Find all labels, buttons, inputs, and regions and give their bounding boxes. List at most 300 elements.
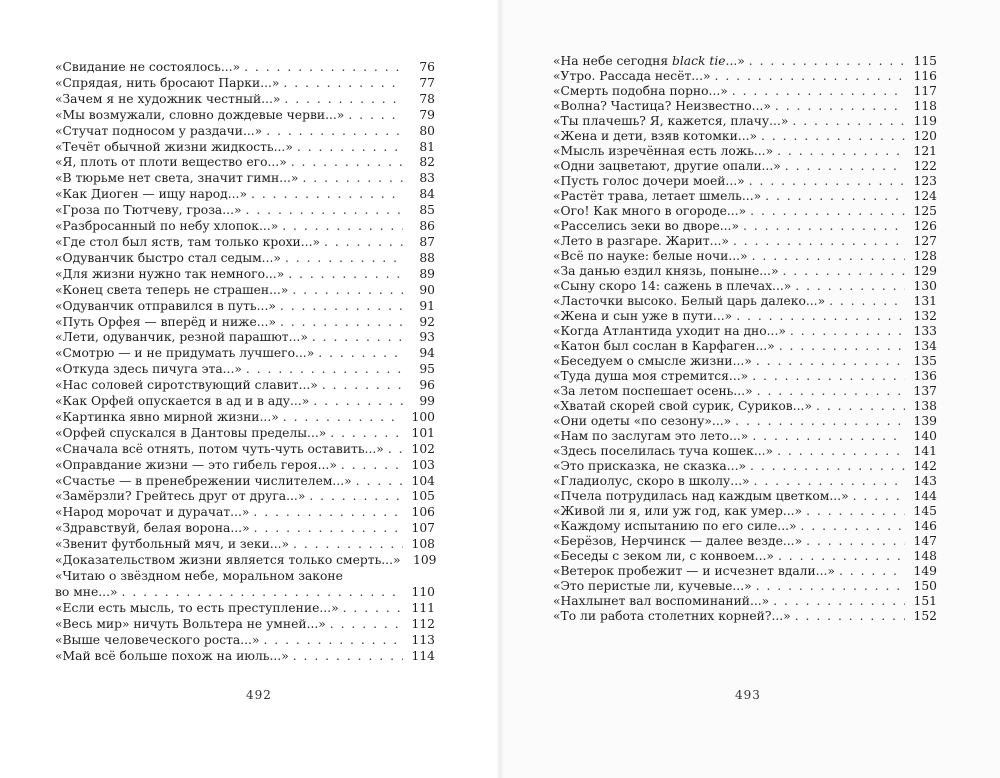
toc-entry bbox=[553, 594, 937, 609]
dot-leader bbox=[253, 505, 403, 521]
toc-entry bbox=[55, 219, 435, 235]
toc-entry-title: «Берёзов, Нерчинск — далее везде...» bbox=[553, 534, 803, 548]
toc-entry-title: «Нам по заслугам это лето...» bbox=[553, 429, 749, 443]
toc-entry bbox=[553, 549, 937, 564]
toc-entry-page: 130 bbox=[913, 279, 937, 293]
toc-entry-page: 120 bbox=[913, 129, 937, 143]
toc-entry bbox=[553, 564, 937, 579]
toc-entry-title: «Когда Атлантида уходит на дно...» bbox=[553, 324, 786, 338]
toc-entry-page: 96 bbox=[419, 378, 435, 393]
dot-leader bbox=[388, 442, 403, 458]
toc-entry bbox=[55, 521, 435, 537]
toc-entry-page: 86 bbox=[419, 219, 435, 234]
toc-entry bbox=[553, 354, 937, 369]
toc-entry-page: 131 bbox=[913, 294, 937, 308]
toc-entry-title: «Где стол был яств, там только крохи...» bbox=[55, 234, 320, 249]
dot-leader bbox=[280, 315, 403, 331]
dot-leader bbox=[756, 579, 905, 594]
dot-leader bbox=[715, 69, 905, 84]
toc-entry-title: «Стучат подносом у раздачи...» bbox=[55, 123, 263, 138]
dot-leader bbox=[736, 309, 905, 324]
toc-entry-page: 81 bbox=[419, 139, 435, 154]
toc-entry-page: 121 bbox=[913, 144, 937, 158]
toc-entry-title: «Беседы с зеком ли, с конвоем...» bbox=[553, 549, 774, 563]
toc-entry-page: 84 bbox=[419, 187, 435, 202]
toc-entry bbox=[553, 459, 937, 474]
toc-entry bbox=[553, 144, 937, 159]
dot-leader bbox=[839, 564, 905, 579]
toc-entry bbox=[55, 171, 435, 187]
toc-entry-page: 116 bbox=[913, 69, 937, 83]
dot-leader bbox=[754, 474, 905, 489]
dot-leader bbox=[782, 264, 905, 279]
dot-leader bbox=[343, 601, 403, 617]
toc-entry-page: 129 bbox=[913, 264, 937, 278]
dot-leader bbox=[244, 60, 403, 76]
toc-entry-title: «Лето в разгаре. Жарит...» bbox=[553, 234, 729, 248]
toc-entry bbox=[55, 362, 435, 378]
toc-entry bbox=[553, 609, 937, 624]
toc-entry-title: «Конец света теперь не страшен...» bbox=[55, 282, 289, 297]
toc-entry bbox=[553, 339, 937, 354]
left-toc bbox=[55, 60, 435, 664]
dot-leader bbox=[790, 324, 905, 339]
page-number-left: 492 bbox=[246, 688, 272, 702]
toc-entry bbox=[55, 76, 435, 92]
dot-leader bbox=[285, 251, 403, 267]
toc-entry-title: «Смерть подобна порно...» bbox=[553, 84, 728, 98]
toc-entry bbox=[553, 444, 937, 459]
dot-leader bbox=[312, 330, 403, 346]
toc-entry-title: «Замёрзли? Грейтесь друг от друга...» bbox=[55, 489, 306, 504]
toc-entry-title: «Счастье — в пренебрежении числителем...» bbox=[55, 473, 352, 488]
toc-entry-title: «Зачем я не художник честный...» bbox=[55, 91, 281, 106]
toc-entry-title: «За летом поспешает осень...» bbox=[553, 384, 753, 398]
dot-leader bbox=[756, 354, 905, 369]
toc-entry bbox=[55, 649, 435, 665]
toc-entry bbox=[553, 519, 937, 534]
toc-entry-page: 132 bbox=[913, 309, 937, 323]
toc-entry bbox=[553, 264, 937, 279]
dot-leader bbox=[785, 159, 905, 174]
toc-entry-page: 146 bbox=[913, 519, 937, 533]
dot-leader bbox=[806, 504, 905, 519]
toc-entry-title: «Откуда здесь пичуга эта...» bbox=[55, 362, 242, 377]
toc-entry-title: «Жена и дети, взяв котомки...» bbox=[553, 129, 758, 143]
dot-leader bbox=[732, 84, 905, 99]
dot-leader bbox=[752, 429, 905, 444]
toc-entry bbox=[55, 474, 435, 490]
dot-leader bbox=[806, 534, 905, 549]
dot-leader bbox=[752, 369, 905, 384]
dot-leader bbox=[318, 346, 403, 362]
toc-entry-page: 118 bbox=[913, 99, 937, 113]
dot-leader bbox=[330, 426, 403, 442]
toc-entry bbox=[553, 309, 937, 324]
toc-entry bbox=[553, 54, 937, 69]
toc-entry-page: 114 bbox=[411, 648, 435, 663]
toc-entry-title: «Ласточки высоко. Белый царь далеко...» bbox=[553, 294, 826, 308]
toc-entry-page: 138 bbox=[913, 399, 937, 413]
toc-entry-title-cont: во мне...» bbox=[55, 584, 118, 599]
toc-entry-title: «Как Диоген — ищу народ...» bbox=[55, 187, 247, 202]
toc-entry-page: 91 bbox=[419, 298, 435, 313]
dot-leader bbox=[282, 219, 403, 235]
dot-leader bbox=[735, 414, 905, 429]
dot-leader bbox=[743, 219, 905, 234]
dot-leader bbox=[288, 267, 403, 283]
toc-entry-page: 126 bbox=[913, 219, 937, 233]
toc-entry-title: «Нас соловей сиротствующий славит...» bbox=[55, 378, 318, 393]
toc-entry bbox=[553, 279, 937, 294]
toc-entry bbox=[553, 219, 937, 234]
toc-entry-page: 137 bbox=[913, 384, 937, 398]
toc-entry-title: «Выше человеческого роста...» bbox=[55, 632, 260, 647]
dot-leader bbox=[246, 203, 404, 219]
toc-entry-title: «В тюрьме нет света, значит гимн...» bbox=[55, 171, 299, 186]
toc-entry-title: «Народ морочат и дурачат...» bbox=[55, 505, 250, 520]
toc-entry-title: «За данью ездил князь, поныне...» bbox=[553, 264, 779, 278]
toc-entry-page: 92 bbox=[419, 314, 435, 329]
toc-entry-page: 128 bbox=[913, 249, 937, 263]
toc-entry bbox=[553, 474, 937, 489]
toc-entry-title: «Орфей спускался в Дантовы пределы...» bbox=[55, 425, 327, 440]
toc-entry-page: 106 bbox=[411, 505, 435, 520]
toc-entry-title: «Оправдание жизни — это гибель героя...» bbox=[55, 457, 337, 472]
toc-entry-page: 103 bbox=[411, 457, 435, 472]
toc-entry-title: «Это присказка, не сказка...» bbox=[553, 459, 747, 473]
toc-entry-multiline bbox=[55, 569, 435, 601]
right-toc bbox=[553, 54, 937, 624]
toc-entry bbox=[55, 617, 435, 633]
toc-entry-title: «Ого! Как много в огороде...» bbox=[553, 204, 747, 218]
toc-entry-title: «Утро. Рассада несёт...» bbox=[553, 69, 711, 83]
toc-entry-page: 150 bbox=[913, 579, 937, 593]
dot-leader bbox=[283, 76, 403, 92]
toc-entry-page: 93 bbox=[419, 330, 435, 345]
toc-entry-title: «Гроза по Тютчеву, гроза...» bbox=[55, 203, 242, 218]
dot-leader bbox=[122, 585, 403, 601]
toc-entry-title: «Течёт обычной жизни жидкость...» bbox=[55, 139, 293, 154]
toc-entry bbox=[553, 249, 937, 264]
toc-entry-page: 85 bbox=[419, 203, 435, 218]
toc-entry bbox=[55, 330, 435, 346]
toc-entry bbox=[55, 108, 435, 124]
toc-entry bbox=[55, 489, 435, 505]
right-page bbox=[500, 0, 1000, 778]
toc-entry bbox=[55, 155, 435, 171]
dot-leader bbox=[324, 235, 403, 251]
dot-leader bbox=[792, 114, 905, 129]
toc-entry bbox=[553, 489, 937, 504]
toc-entry-title: «Растёт трава, летает шмель...» bbox=[553, 189, 762, 203]
toc-entry bbox=[55, 283, 435, 299]
toc-entry bbox=[553, 129, 937, 144]
toc-entry-page: 77 bbox=[419, 75, 435, 90]
dot-leader bbox=[341, 458, 403, 474]
toc-entry-title: «Ты плачешь? Я, кажется, плачу...» bbox=[553, 114, 789, 128]
toc-entry-title: «Волна? Частица? Неизвестно...» bbox=[553, 99, 771, 113]
toc-entry-page: 136 bbox=[913, 369, 937, 383]
toc-entry-title: «Беседуем о смысле жизни...» bbox=[553, 354, 752, 368]
toc-entry-page: 125 bbox=[913, 204, 937, 218]
toc-entry bbox=[553, 579, 937, 594]
toc-entry bbox=[55, 299, 435, 315]
toc-entry bbox=[55, 378, 435, 394]
toc-entry-page: 135 bbox=[913, 354, 937, 368]
toc-entry-page: 109 bbox=[413, 553, 437, 568]
toc-entry-page: 144 bbox=[913, 489, 937, 503]
toc-entry-page: 141 bbox=[913, 444, 937, 458]
dot-leader bbox=[322, 378, 403, 394]
toc-entry-page: 151 bbox=[913, 594, 937, 608]
toc-entry-page: 142 bbox=[913, 459, 937, 473]
toc-entry-title: «Я, плоть от плоти вещество его...» bbox=[55, 155, 287, 170]
toc-entry-page: 111 bbox=[411, 600, 435, 615]
dot-leader bbox=[777, 444, 905, 459]
toc-entry-title: «Мы возмужали, словно дождевые черви...» bbox=[55, 107, 345, 122]
dot-leader bbox=[356, 474, 403, 490]
toc-entry-title: «Мысль изречённая есть ложь...» bbox=[553, 144, 774, 158]
toc-entry bbox=[55, 315, 435, 331]
toc-entry-title: «Спрядая, нить бросают Парки...» bbox=[55, 75, 280, 90]
toc-entry-title: «Они одеты «по сезону»...» bbox=[553, 414, 732, 428]
toc-entry-page: 115 bbox=[913, 54, 937, 68]
toc-entry bbox=[55, 537, 435, 553]
toc-entry-page: 105 bbox=[411, 489, 435, 504]
toc-entry-page: 83 bbox=[419, 171, 435, 186]
dot-leader bbox=[254, 521, 403, 537]
dot-leader bbox=[779, 339, 905, 354]
toc-entry-title: «Как Орфей опускается в ад и в аду...» bbox=[55, 394, 310, 409]
toc-entry-title: «Пчела потрудилась над каждым цветком...» bbox=[553, 489, 849, 503]
toc-entry bbox=[553, 99, 937, 114]
toc-entry-page: 82 bbox=[419, 155, 435, 170]
toc-entry-page: 139 bbox=[913, 414, 937, 428]
toc-entry bbox=[55, 124, 435, 140]
dot-leader bbox=[778, 549, 905, 564]
toc-entry bbox=[553, 189, 937, 204]
toc-entry bbox=[55, 251, 435, 267]
dot-leader bbox=[761, 129, 905, 144]
toc-entry-page: 88 bbox=[419, 250, 435, 265]
toc-entry-title: «Звенит футбольный мяч, и зеки...» bbox=[55, 537, 290, 552]
dot-leader bbox=[775, 99, 905, 114]
toc-entry-page: 133 bbox=[913, 324, 937, 338]
dot-leader bbox=[263, 633, 403, 649]
toc-entry bbox=[553, 159, 937, 174]
toc-entry-title: «Ветерок пробежит — и исчезнет вдали...» bbox=[553, 564, 835, 578]
toc-entry-title: «Катон был сослан в Карфаген...» bbox=[553, 339, 775, 353]
toc-entry-title: «Это перистые ли, кучевые...» bbox=[553, 579, 752, 593]
toc-entry bbox=[55, 140, 435, 156]
toc-entry-title: «Всё по науке: белые ночи...» bbox=[553, 249, 748, 263]
toc-entry-title: «Жена и сын уже в пути...» bbox=[553, 309, 733, 323]
toc-entry bbox=[55, 346, 435, 362]
toc-entry bbox=[553, 414, 937, 429]
dot-leader bbox=[348, 108, 403, 124]
toc-entry-line1 bbox=[55, 569, 435, 585]
dot-leader bbox=[816, 399, 905, 414]
toc-entry bbox=[553, 399, 937, 414]
toc-entry-title: «Разбросанный по небу хлопок...» bbox=[55, 219, 279, 234]
toc-entry-line2 bbox=[55, 585, 435, 601]
toc-entry bbox=[55, 633, 435, 649]
toc-entry-title: «Одуванчик быстро стал седым...» bbox=[55, 250, 281, 265]
toc-entry-title: «Май всё больше похож на июль...» bbox=[55, 648, 289, 663]
toc-entry-title: «Расселись зеки во дворе...» bbox=[553, 219, 739, 233]
toc-entry-title: «То ли работа столетних корней?...» bbox=[553, 609, 791, 623]
dot-leader bbox=[757, 384, 905, 399]
toc-entry-page: 119 bbox=[913, 114, 937, 128]
toc-entry bbox=[553, 534, 937, 549]
dot-leader bbox=[750, 204, 905, 219]
toc-entry-title: «Картинка явно мирной жизни...» bbox=[55, 409, 279, 424]
toc-entry-page: 104 bbox=[411, 473, 435, 488]
toc-entry-page: 100 bbox=[411, 409, 435, 424]
toc-entry-page: 95 bbox=[419, 362, 435, 377]
toc-entry bbox=[553, 174, 937, 189]
toc-entry-page: 152 bbox=[913, 609, 937, 623]
toc-entry bbox=[55, 426, 435, 442]
toc-entry-page: 143 bbox=[913, 474, 937, 488]
toc-entry-page: 140 bbox=[913, 429, 937, 443]
toc-entry-page: 148 bbox=[913, 549, 937, 563]
dot-leader bbox=[773, 594, 905, 609]
dot-leader bbox=[291, 155, 403, 171]
dot-leader bbox=[749, 54, 905, 69]
toc-entry bbox=[553, 234, 937, 249]
dot-leader bbox=[752, 249, 905, 264]
toc-entry bbox=[55, 553, 435, 569]
toc-entry bbox=[553, 294, 937, 309]
toc-entry-page: 76 bbox=[419, 60, 435, 74]
toc-entry bbox=[553, 324, 937, 339]
toc-entry-title: «Читаю о звёздном небе, моральном законе bbox=[55, 569, 343, 583]
toc-entry-title: «Одни зацветают, другие опали...» bbox=[553, 159, 781, 173]
toc-entry bbox=[553, 204, 937, 219]
dot-leader bbox=[293, 649, 403, 665]
toc-entry bbox=[553, 384, 937, 399]
toc-entry-title: «Весь мир» ничуть Вольтера не умней...» bbox=[55, 616, 326, 631]
toc-entry-title: «Одуванчик отправился в путь...» bbox=[55, 298, 276, 313]
toc-entry-title: «На небе сегодня black tie...» bbox=[553, 54, 745, 68]
dot-leader bbox=[733, 234, 905, 249]
toc-entry-page: 89 bbox=[419, 266, 435, 281]
dot-leader bbox=[283, 410, 403, 426]
toc-entry-page: 94 bbox=[419, 346, 435, 361]
toc-entry bbox=[55, 203, 435, 219]
dot-leader bbox=[293, 537, 403, 553]
toc-entry bbox=[55, 601, 435, 617]
dot-leader bbox=[302, 171, 403, 187]
toc-entry-page: 78 bbox=[419, 91, 435, 106]
toc-entry bbox=[55, 394, 435, 410]
dot-leader bbox=[266, 124, 403, 140]
toc-entry-title: «Лети, одуванчик, резной парашют...» bbox=[55, 330, 308, 345]
toc-entry-page: 102 bbox=[411, 441, 435, 456]
toc-entry bbox=[553, 69, 937, 84]
toc-entry-title: «Гладиолус, скоро в школу...» bbox=[553, 474, 750, 488]
toc-entry-title: «Свидание не состоялось...» bbox=[55, 60, 241, 74]
toc-entry bbox=[55, 458, 435, 474]
toc-entry bbox=[55, 505, 435, 521]
toc-entry bbox=[55, 60, 435, 76]
toc-entry-title: «Сыну скоро 14: сажень в плечах...» bbox=[553, 279, 792, 293]
toc-entry-page: 110 bbox=[411, 584, 435, 599]
dot-leader bbox=[284, 92, 403, 108]
toc-entry-page: 80 bbox=[419, 123, 435, 138]
toc-entry-page: 149 bbox=[913, 564, 937, 578]
dot-leader bbox=[251, 187, 403, 203]
toc-entry-title: «Если есть мысль, то есть преступление...» bbox=[55, 600, 339, 615]
toc-entry bbox=[553, 429, 937, 444]
toc-entry-title: «Туда душа моя стремится...» bbox=[553, 369, 749, 383]
toc-entry bbox=[553, 114, 937, 129]
dot-leader bbox=[313, 394, 403, 410]
toc-entry-title: «Здесь поселилась туча кошек...» bbox=[553, 444, 774, 458]
dot-leader bbox=[330, 617, 403, 633]
toc-entry-title: «Хватай скорей свой сурик, Суриков...» bbox=[553, 399, 812, 413]
toc-entry bbox=[553, 84, 937, 99]
toc-entry-page: 134 bbox=[913, 339, 937, 353]
toc-entry-title: «Здравствуй, белая ворона...» bbox=[55, 521, 250, 536]
toc-entry-title: «Сначала всё отнять, потом чуть-чуть оставить...» bbox=[55, 441, 384, 456]
toc-entry-page: 127 bbox=[913, 234, 937, 248]
toc-entry bbox=[55, 92, 435, 108]
toc-entry-page: 101 bbox=[411, 425, 435, 440]
toc-entry-page: 124 bbox=[913, 189, 937, 203]
dot-leader bbox=[795, 279, 905, 294]
toc-entry-title: «Доказательством жизни является только смерть...» bbox=[55, 553, 401, 568]
toc-entry bbox=[553, 504, 937, 519]
page-number-right: 493 bbox=[735, 688, 761, 702]
toc-entry-page: 99 bbox=[419, 394, 435, 409]
toc-entry-title: «Живой ли я, или уж год, как умер...» bbox=[553, 504, 803, 518]
dot-leader bbox=[292, 283, 403, 299]
toc-entry-page: 117 bbox=[913, 84, 937, 98]
dot-leader bbox=[853, 489, 905, 504]
toc-entry-page: 79 bbox=[419, 107, 435, 122]
toc-entry-page: 90 bbox=[419, 282, 435, 297]
toc-entry bbox=[55, 442, 435, 458]
toc-entry-title: «Нахлынет вал воспоминаний...» bbox=[553, 594, 770, 608]
toc-entry bbox=[55, 235, 435, 251]
toc-entry-page: 147 bbox=[913, 534, 937, 548]
book-gutter bbox=[496, 0, 504, 778]
dot-leader bbox=[750, 459, 905, 474]
toc-entry-page: 123 bbox=[913, 174, 937, 188]
dot-leader bbox=[246, 362, 403, 378]
dot-leader bbox=[829, 294, 905, 309]
toc-entry-title: «Каждому испытанию по его силе...» bbox=[553, 519, 797, 533]
toc-entry-page: 145 bbox=[913, 504, 937, 518]
toc-entry-page: 87 bbox=[419, 234, 435, 249]
toc-entry-page: 107 bbox=[411, 521, 435, 536]
dot-leader bbox=[765, 189, 905, 204]
toc-entry bbox=[553, 369, 937, 384]
toc-entry-title: «Для жизни нужно так немного...» bbox=[55, 266, 285, 281]
toc-entry bbox=[55, 187, 435, 203]
dot-leader bbox=[749, 174, 905, 189]
toc-entry-title: «Пусть голос дочери моей...» bbox=[553, 174, 745, 188]
dot-leader bbox=[801, 519, 905, 534]
toc-entry bbox=[55, 410, 435, 426]
dot-leader bbox=[280, 299, 403, 315]
toc-entry-page: 108 bbox=[411, 537, 435, 552]
toc-entry-title: «Путь Орфея — вперёд и ниже...» bbox=[55, 314, 276, 329]
toc-entry-title: «Смотрю — и не придумать лучшего...» bbox=[55, 346, 315, 361]
